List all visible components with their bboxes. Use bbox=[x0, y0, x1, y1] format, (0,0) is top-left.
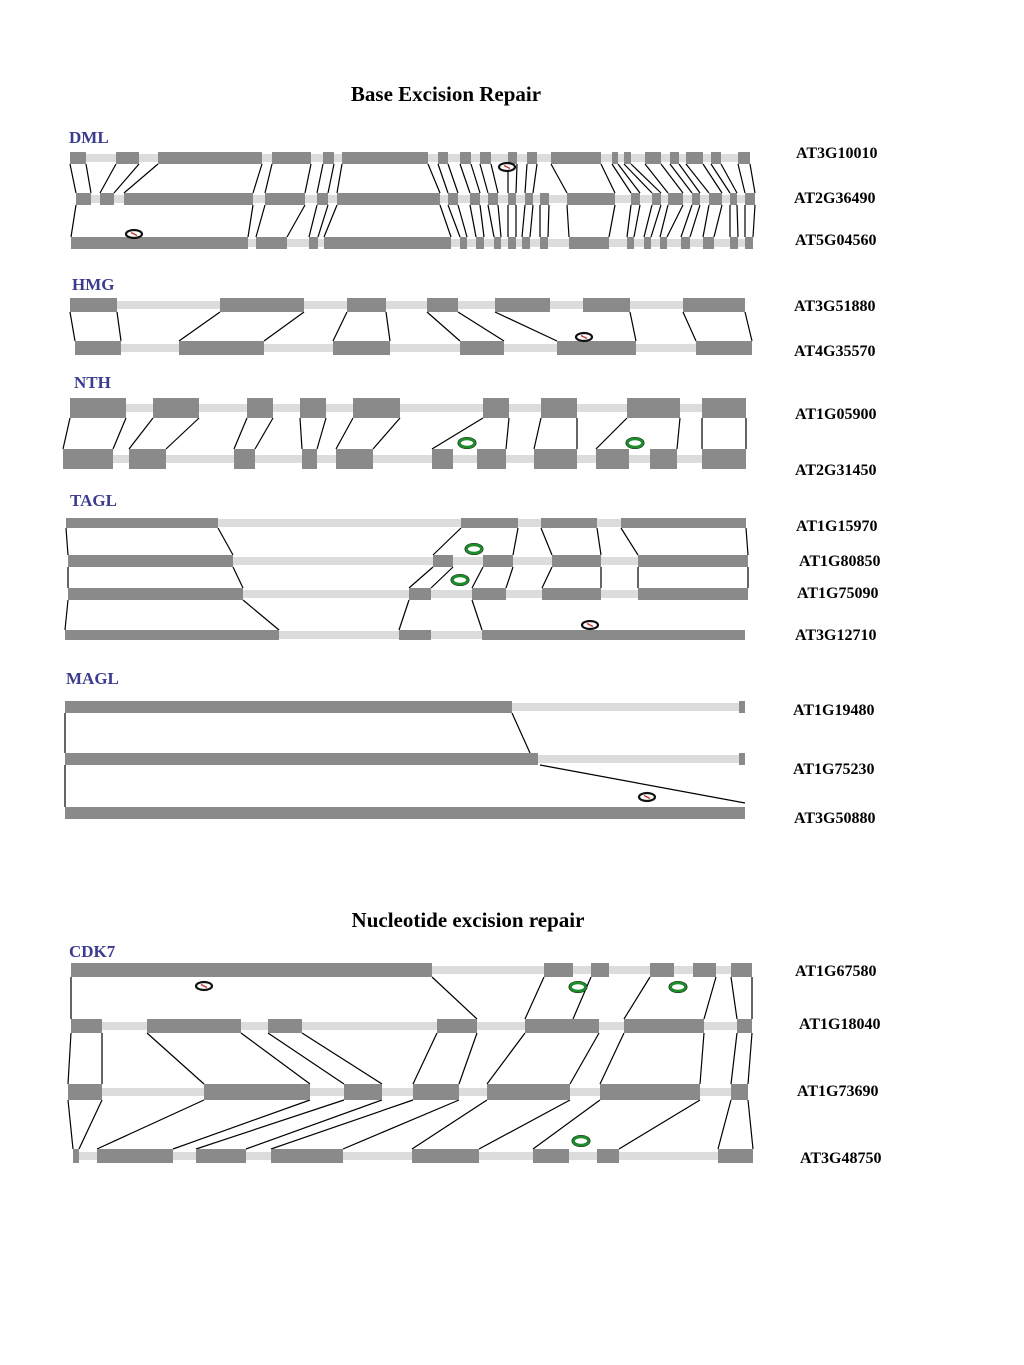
exon-box bbox=[718, 1149, 753, 1163]
exon-box bbox=[670, 152, 679, 164]
exon-box bbox=[686, 152, 703, 164]
exon-box bbox=[268, 1019, 302, 1033]
family-label-magl: MAGL bbox=[66, 669, 119, 688]
exon-box bbox=[265, 193, 305, 205]
section-title-nucleotide-excision-repair: Nucleotide excision repair bbox=[351, 908, 585, 932]
exon-connector-line bbox=[644, 205, 652, 237]
exon-connector-line bbox=[534, 418, 541, 449]
exon-connector-line bbox=[413, 1033, 437, 1084]
exon-box bbox=[460, 152, 471, 164]
exon-box bbox=[333, 341, 390, 355]
exon-connector-line bbox=[533, 164, 537, 193]
exon-box bbox=[645, 152, 661, 164]
exon-connector-line bbox=[491, 164, 498, 193]
exon-connector-line bbox=[570, 1033, 599, 1084]
exon-box bbox=[702, 398, 746, 418]
exon-connector-line bbox=[241, 1033, 310, 1084]
exon-box bbox=[540, 193, 549, 205]
exon-connector-line bbox=[700, 1033, 704, 1084]
exon-box bbox=[567, 193, 615, 205]
family-label-tagl: TAGL bbox=[70, 491, 117, 510]
exon-connector-line bbox=[567, 205, 569, 237]
exon-box bbox=[730, 193, 737, 205]
exon-box bbox=[541, 398, 577, 418]
gene-label: AT3G10010 bbox=[796, 145, 878, 162]
exon-box bbox=[336, 449, 373, 469]
exon-connector-line bbox=[597, 528, 601, 555]
exon-connector-line bbox=[487, 1033, 525, 1084]
exon-box bbox=[76, 193, 91, 205]
exon-connector-line bbox=[431, 567, 453, 588]
gene-label: AT3G12710 bbox=[795, 627, 877, 644]
exon-connector-line bbox=[711, 164, 730, 193]
exon-connector-line bbox=[79, 1100, 102, 1149]
gene-label: AT1G15970 bbox=[796, 518, 878, 535]
exon-box bbox=[75, 341, 121, 355]
exon-box bbox=[63, 449, 113, 469]
exon-box bbox=[323, 152, 334, 164]
exon-box bbox=[681, 237, 690, 249]
exon-box bbox=[68, 555, 233, 567]
exon-box bbox=[542, 588, 601, 600]
gene-structure-shapes bbox=[63, 152, 755, 1163]
exon-box bbox=[353, 398, 400, 418]
exon-box bbox=[624, 1019, 704, 1033]
exon-connector-line bbox=[432, 977, 477, 1019]
exon-box bbox=[541, 518, 597, 528]
exon-connector-line bbox=[748, 1100, 753, 1149]
exon-box bbox=[124, 193, 253, 205]
exon-box bbox=[461, 518, 518, 528]
exon-connector-line bbox=[516, 164, 517, 193]
exon-connector-line bbox=[525, 977, 544, 1019]
gene-label: AT1G75230 bbox=[793, 761, 875, 778]
exon-connector-line bbox=[731, 1033, 737, 1084]
gene-label: AT1G18040 bbox=[799, 1016, 881, 1033]
exon-box bbox=[738, 152, 750, 164]
section-title-base-excision-repair: Base Excision Repair bbox=[350, 82, 542, 106]
exon-box bbox=[65, 753, 538, 765]
exon-connector-line bbox=[268, 1033, 344, 1084]
exon-box bbox=[739, 753, 745, 765]
exon-connector-line bbox=[68, 1100, 73, 1149]
gene-label: AT2G36490 bbox=[794, 190, 876, 207]
exon-box bbox=[621, 518, 746, 528]
exon-box bbox=[256, 237, 287, 249]
exon-connector-line bbox=[428, 164, 440, 193]
exon-box bbox=[480, 152, 491, 164]
exon-connector-line bbox=[243, 600, 279, 630]
exon-connector-line bbox=[651, 205, 661, 237]
exon-box bbox=[234, 449, 255, 469]
exon-connector-line bbox=[667, 205, 683, 237]
exon-connector-line bbox=[71, 205, 76, 237]
exon-box bbox=[522, 237, 530, 249]
exon-box bbox=[487, 1084, 570, 1100]
exon-box bbox=[668, 193, 683, 205]
exon-box bbox=[342, 152, 428, 164]
exon-box bbox=[300, 398, 326, 418]
exon-connector-line bbox=[438, 164, 448, 193]
exon-connector-line bbox=[427, 312, 460, 341]
exon-connector-line bbox=[750, 164, 755, 193]
exon-box bbox=[97, 1149, 173, 1163]
exon-connector-line bbox=[409, 567, 433, 588]
exon-box bbox=[612, 152, 618, 164]
exon-connector-line bbox=[179, 312, 220, 341]
exon-box bbox=[427, 298, 458, 312]
exon-connector-line bbox=[117, 312, 121, 341]
exon-box bbox=[692, 193, 700, 205]
exon-box bbox=[271, 1149, 343, 1163]
exon-connector-line bbox=[530, 205, 533, 237]
exon-connector-line bbox=[627, 205, 631, 237]
exon-connector-line bbox=[634, 205, 640, 237]
exon-connector-line bbox=[630, 312, 636, 341]
exon-box bbox=[100, 193, 114, 205]
exon-box bbox=[309, 237, 318, 249]
exon-box bbox=[448, 193, 458, 205]
exon-box bbox=[179, 341, 264, 355]
exon-connector-line bbox=[472, 567, 483, 588]
exon-box bbox=[460, 237, 467, 249]
gene-label: AT1G73690 bbox=[797, 1083, 879, 1100]
exon-box bbox=[730, 237, 738, 249]
exon-connector-line bbox=[551, 164, 567, 193]
exon-box bbox=[527, 152, 537, 164]
gene-label: AT5G04560 bbox=[795, 232, 877, 249]
exon-connector-line bbox=[264, 312, 304, 341]
exon-box bbox=[324, 237, 451, 249]
exon-box bbox=[731, 1084, 748, 1100]
exon-box bbox=[583, 298, 630, 312]
exon-connector-line bbox=[399, 600, 409, 630]
exon-box bbox=[597, 1149, 619, 1163]
exon-box bbox=[437, 1019, 477, 1033]
exon-connector-line bbox=[248, 205, 253, 237]
exon-connector-line bbox=[525, 164, 527, 193]
exon-box bbox=[693, 963, 716, 977]
exon-box bbox=[116, 152, 139, 164]
exon-box bbox=[483, 398, 509, 418]
exon-connector-line bbox=[305, 164, 311, 193]
exon-connector-line bbox=[513, 528, 518, 555]
exon-connector-line bbox=[173, 1100, 310, 1149]
exon-connector-line bbox=[234, 418, 247, 449]
exon-connector-line bbox=[86, 164, 91, 193]
exon-box bbox=[711, 152, 721, 164]
exon-connector-line bbox=[683, 312, 696, 341]
exon-box bbox=[153, 398, 199, 418]
exon-connector-line bbox=[302, 1033, 382, 1084]
exon-connector-line bbox=[460, 164, 470, 193]
exon-box bbox=[557, 341, 636, 355]
exon-connector-line bbox=[317, 418, 326, 449]
exon-box bbox=[438, 152, 448, 164]
exon-box bbox=[66, 518, 218, 528]
exon-connector-line bbox=[65, 600, 68, 630]
exon-box bbox=[70, 298, 117, 312]
exon-box bbox=[600, 1084, 700, 1100]
exon-box bbox=[337, 193, 440, 205]
exon-box bbox=[68, 588, 243, 600]
exon-box bbox=[650, 449, 677, 469]
exon-box bbox=[344, 1084, 382, 1100]
exon-box bbox=[470, 193, 480, 205]
exon-box bbox=[591, 963, 609, 977]
exon-box bbox=[412, 1149, 479, 1163]
exon-box bbox=[525, 193, 533, 205]
exon-box bbox=[409, 588, 431, 600]
gene-label: AT3G48750 bbox=[800, 1150, 882, 1167]
exon-connector-line bbox=[255, 418, 273, 449]
exon-box bbox=[204, 1084, 310, 1100]
gene-label: AT3G50880 bbox=[794, 810, 876, 827]
exon-box bbox=[552, 555, 601, 567]
exon-connector-line bbox=[166, 418, 199, 449]
family-label-dml: DML bbox=[69, 128, 109, 147]
exon-connector-line bbox=[601, 164, 615, 193]
exon-connector-line bbox=[498, 205, 501, 237]
exon-connector-line bbox=[721, 164, 737, 193]
exon-connector-line bbox=[459, 1033, 477, 1084]
exon-connector-line bbox=[287, 205, 305, 237]
exon-connector-line bbox=[233, 567, 243, 588]
exon-connector-line bbox=[548, 205, 549, 237]
exon-connector-line bbox=[70, 164, 76, 193]
exon-box bbox=[317, 193, 328, 205]
family-label-nth: NTH bbox=[74, 373, 111, 392]
exon-box bbox=[413, 1084, 459, 1100]
exon-connector-line bbox=[100, 164, 116, 193]
exon-connector-line bbox=[690, 205, 700, 237]
exon-box bbox=[488, 193, 498, 205]
exon-connector-line bbox=[480, 205, 484, 237]
exon-box bbox=[472, 588, 506, 600]
exon-connector-line bbox=[522, 205, 525, 237]
exon-connector-line bbox=[703, 205, 709, 237]
exon-connector-line bbox=[488, 205, 494, 237]
exon-connector-line bbox=[458, 205, 467, 237]
exon-box bbox=[696, 341, 752, 355]
exon-connector-line bbox=[458, 312, 504, 341]
exon-box bbox=[650, 963, 674, 977]
exon-connector-line bbox=[541, 528, 552, 555]
exon-connector-line bbox=[373, 418, 400, 449]
exon-box bbox=[272, 152, 311, 164]
exon-box bbox=[71, 237, 248, 249]
exon-box bbox=[540, 237, 548, 249]
exon-box bbox=[596, 449, 629, 469]
exon-connector-line bbox=[114, 164, 139, 193]
exon-box bbox=[347, 298, 386, 312]
exon-connector-line bbox=[309, 205, 317, 237]
gene-label: AT1G05900 bbox=[795, 406, 877, 423]
exon-connector-line bbox=[748, 1033, 752, 1084]
exon-box bbox=[129, 449, 166, 469]
exon-connector-line bbox=[412, 1100, 487, 1149]
exon-box bbox=[65, 807, 745, 819]
exon-box bbox=[737, 1019, 752, 1033]
exon-connector-line bbox=[621, 528, 638, 555]
exon-box bbox=[494, 237, 501, 249]
exon-box bbox=[65, 630, 279, 640]
exon-connector-line bbox=[677, 418, 680, 449]
exon-box bbox=[65, 701, 512, 713]
exon-connector-line bbox=[129, 418, 153, 449]
exon-connector-line bbox=[113, 418, 126, 449]
exon-box bbox=[551, 152, 601, 164]
exon-box bbox=[631, 193, 640, 205]
exon-box bbox=[660, 237, 667, 249]
exon-box bbox=[624, 152, 631, 164]
exon-box bbox=[399, 630, 431, 640]
exon-box bbox=[508, 237, 516, 249]
intron-track bbox=[70, 301, 745, 309]
exon-connector-line bbox=[97, 1100, 204, 1149]
exon-box bbox=[569, 237, 609, 249]
intron-track bbox=[75, 344, 752, 352]
exon-box bbox=[483, 555, 513, 567]
exon-connector-line bbox=[265, 164, 272, 193]
exon-connector-line bbox=[336, 418, 353, 449]
exon-connector-line bbox=[660, 205, 668, 237]
exon-connector-line bbox=[328, 164, 334, 193]
family-label-cdk7: CDK7 bbox=[69, 942, 116, 961]
exon-box bbox=[627, 237, 634, 249]
exon-connector-line bbox=[386, 312, 390, 341]
exon-connector-line bbox=[196, 1100, 344, 1149]
exon-connector-line bbox=[66, 528, 68, 555]
exon-box bbox=[534, 449, 577, 469]
exon-connector-line bbox=[506, 418, 509, 449]
exon-box bbox=[432, 449, 453, 469]
exon-box bbox=[247, 398, 273, 418]
exon-connector-line bbox=[471, 164, 480, 193]
exon-box bbox=[638, 588, 748, 600]
exon-box bbox=[627, 398, 680, 418]
exon-connector-line bbox=[333, 312, 347, 341]
exon-box bbox=[544, 963, 573, 977]
gene-label: AT1G80850 bbox=[799, 553, 881, 570]
exon-connector-line bbox=[448, 164, 458, 193]
exon-box bbox=[147, 1019, 241, 1033]
gene-label: AT1G75090 bbox=[797, 585, 879, 602]
exon-connector-line bbox=[256, 205, 265, 237]
exon-box bbox=[433, 555, 453, 567]
exon-connector-line bbox=[512, 713, 530, 753]
exon-connector-line bbox=[70, 312, 75, 341]
exon-connector-line bbox=[337, 164, 342, 193]
exon-box bbox=[460, 341, 504, 355]
exon-connector-line bbox=[609, 205, 615, 237]
exon-box bbox=[70, 398, 126, 418]
exon-connector-line bbox=[718, 1100, 731, 1149]
exon-box bbox=[703, 237, 714, 249]
gene-label: AT3G51880 bbox=[794, 298, 876, 315]
exon-connector-line bbox=[472, 600, 482, 630]
exon-connector-line bbox=[470, 205, 476, 237]
exon-box bbox=[220, 298, 304, 312]
exon-connector-line bbox=[253, 164, 262, 193]
exon-box bbox=[533, 1149, 569, 1163]
exon-box bbox=[508, 193, 516, 205]
exon-connector-line bbox=[542, 567, 552, 588]
exon-box bbox=[158, 152, 262, 164]
exon-connector-line bbox=[68, 1033, 71, 1084]
gene-label: AT1G67580 bbox=[795, 963, 877, 980]
exon-box bbox=[495, 298, 550, 312]
exon-connector-line bbox=[600, 1033, 624, 1084]
exon-connector-line bbox=[124, 164, 158, 193]
exon-connector-line bbox=[147, 1033, 204, 1084]
exon-connector-line bbox=[738, 164, 745, 193]
exon-connector-line bbox=[624, 977, 650, 1019]
exon-connector-line bbox=[433, 528, 461, 555]
exon-connector-line bbox=[317, 164, 323, 193]
exon-box bbox=[745, 193, 755, 205]
family-label-hmg: HMG bbox=[72, 275, 115, 294]
exon-connector-line bbox=[506, 567, 513, 588]
exon-connector-line bbox=[480, 164, 488, 193]
exon-box bbox=[638, 555, 748, 567]
exon-box bbox=[709, 193, 722, 205]
exon-box bbox=[683, 298, 745, 312]
exon-connector-line bbox=[596, 418, 627, 449]
exon-box bbox=[68, 1084, 102, 1100]
exon-box bbox=[482, 630, 745, 640]
exon-box bbox=[71, 1019, 102, 1033]
gene-label: AT1G19480 bbox=[793, 702, 875, 719]
exon-box bbox=[731, 963, 752, 977]
exon-connector-line bbox=[495, 312, 557, 341]
exon-connector-line bbox=[300, 418, 302, 449]
exon-connector-line bbox=[737, 205, 738, 237]
exon-connector-line bbox=[746, 528, 748, 555]
exon-box bbox=[196, 1149, 246, 1163]
exon-box bbox=[73, 1149, 79, 1163]
exon-box bbox=[476, 237, 484, 249]
exon-box bbox=[702, 449, 746, 469]
exon-box bbox=[302, 449, 317, 469]
exon-connector-line bbox=[63, 418, 70, 449]
exon-box bbox=[70, 152, 86, 164]
exon-connector-line bbox=[218, 528, 233, 555]
exon-connector-line bbox=[714, 205, 722, 237]
exon-box bbox=[71, 963, 432, 977]
exon-connector-line bbox=[619, 1100, 700, 1149]
exon-connector-line bbox=[681, 205, 692, 237]
gene-label: AT2G31450 bbox=[795, 462, 877, 479]
exon-box bbox=[739, 701, 745, 713]
exon-box bbox=[745, 237, 753, 249]
exon-box bbox=[644, 237, 651, 249]
exon-connector-line bbox=[271, 1100, 413, 1149]
exon-connector-line bbox=[753, 205, 755, 237]
exon-box bbox=[652, 193, 661, 205]
exon-box bbox=[525, 1019, 599, 1033]
exon-connector-line bbox=[704, 977, 716, 1019]
exon-box bbox=[477, 449, 506, 469]
exon-connector-line bbox=[731, 977, 737, 1019]
exon-connector-line bbox=[479, 1100, 570, 1149]
exon-connector-line bbox=[745, 312, 752, 341]
gene-label: AT4G35570 bbox=[794, 343, 876, 360]
